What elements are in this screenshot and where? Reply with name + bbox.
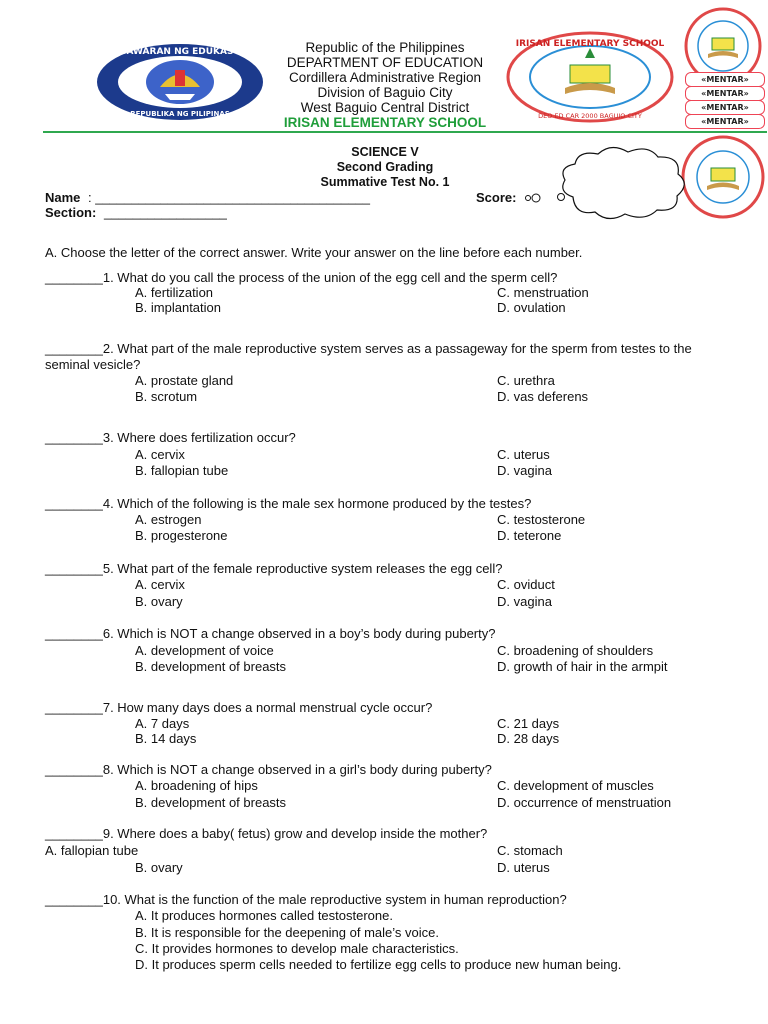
q2-option-b: B. scrotum [135,389,198,404]
q7-option-a: A. 7 days [135,716,190,731]
q4-option-a: A. estrogen [135,512,202,527]
q9-option-c: C. stomach [497,843,563,858]
deped-seal-top-text: KAGAWARAN NG EDUKASYON [105,47,255,57]
q5-option-a: A. cervix [135,577,185,592]
question-4[interactable]: ________4. Which of the following is the male sex hormone produced by the testes? [45,496,532,511]
instructions: A. Choose the letter of the correct answer. Write your answer on the line before each number. [45,245,583,260]
q4-option-d: D. teterone [497,528,562,543]
q4-option-c: C. testosterone [497,512,586,527]
score-cloud [553,142,693,224]
q1-option-a: A. fertilization [135,285,214,300]
badge-ribbon-2: «MENTAR» [685,86,765,101]
header-line-1: Republic of the Philippines [305,40,465,55]
badge-ribbon-4: «MENTAR» [685,114,765,129]
question-10[interactable]: ________10. What is the function of the male reproductive system in human reproduction? [45,892,567,907]
question-1[interactable]: ________1. What do you call the process of the union of the egg cell and the sperm cell? [45,270,558,285]
question-9[interactable]: ________9. Where does a baby( fetus) grow and develop inside the mother? [45,826,488,841]
q7-option-b: B. 14 days [135,731,197,746]
school-seal-logo [505,30,675,125]
q2-option-c: C. urethra [497,373,555,388]
header-line-3: Cordillera Administrative Region [288,70,482,85]
q10-option-c: C. It provides hormones to develop male characteristics. [135,941,459,956]
q1-option-b: B. implantation [135,300,221,315]
q10-option-d: D. It produces sperm cells needed to fertilize egg cells to produce new human being. [135,957,622,972]
school-name: IRISAN ELEMENTARY SCHOOL [283,115,487,130]
q3-option-a: A. cervix [135,447,185,462]
badge-ribbon-3: «MENTAR» [685,100,765,115]
header-line-4: Division of Baguio City [317,85,453,100]
name-input-line[interactable]: : ______________________________________ [88,190,370,205]
q1-option-d: D. ovulation [497,300,566,315]
q8-option-c: C. development of muscles [497,778,654,793]
q5-option-b: B. ovary [135,594,183,609]
question-5[interactable]: ________5. What part of the female reproductive system releases the egg cell? [45,561,503,576]
q8-option-d: D. occurrence of menstruation [497,795,672,810]
q5-option-c: C. oviduct [497,577,555,592]
header-line-2: DEPARTMENT OF EDUCATION [286,55,484,70]
q10-option-a: A. It produces hormones called testosterone. [135,908,393,923]
deped-seal-logo [95,42,265,122]
header-line-5: West Baguio Central District [300,100,470,115]
q9-option-d: D. uterus [497,860,550,875]
q2-option-d: D. vas deferens [497,389,589,404]
q3-option-b: B. fallopian tube [135,463,229,478]
test-title: Summative Test No. 1 [320,175,450,189]
score-label: Score: [476,190,517,205]
q3-option-d: D. vagina [497,463,552,478]
q7-option-c: C. 21 days [497,716,560,731]
q5-option-d: D. vagina [497,594,552,609]
section-label: Section: [45,205,97,220]
q1-option-c: C. menstruation [497,285,589,300]
q7-option-d: D. 28 days [497,731,560,746]
q9-option-a: A. fallopian tube [45,843,139,858]
badge-ribbon-1: «MENTAR» [685,72,765,87]
question-3[interactable]: ________3. Where does fertilization occur? [45,430,296,445]
question-7[interactable]: ________7. How many days does a normal menstrual cycle occur? [45,700,433,715]
header-divider [43,131,767,133]
q10-option-b: B. It is responsible for the deepening of male’s voice. [135,925,439,940]
q3-option-c: C. uterus [497,447,550,462]
question-6[interactable]: ________6. Which is NOT a change observed in a boy’s body during puberty? [45,626,496,641]
score-cloud-tail [524,192,546,204]
q6-option-b: B. development of breasts [135,659,287,674]
q6-option-a: A. development of voice [135,643,274,658]
school-seal-ring-text: IRISAN ELEMENTARY SCHOOL [515,39,665,49]
q4-option-b: B. progesterone [135,528,228,543]
name-label: Name [45,190,81,205]
school-seal-bottom-text: DEO ED CAR 2000 BAGUIO CITY [538,112,642,120]
q8-option-a: A. broadening of hips [135,778,258,793]
q6-option-c: C. broadening of shoulders [497,643,654,658]
q8-option-b: B. development of breasts [135,795,287,810]
q6-option-d: D. growth of hair in the armpit [497,659,668,674]
subject-title: SCIENCE V [351,145,419,159]
question-2[interactable]: ________2. What part of the male reproductive system serves as a passageway for the sperm from testes to the seminal vesicle? [45,341,692,372]
grading-period: Second Grading [336,160,434,174]
q2-option-a: A. prostate gland [135,373,234,388]
q9-option-b: B. ovary [135,860,183,875]
question-8[interactable]: ________8. Which is NOT a change observed in a girl’s body during puberty? [45,762,492,777]
deped-seal-bottom-text: REPUBLIKA NG PILIPINAS [130,110,230,118]
section-input-line[interactable]: _________________ [104,205,227,220]
